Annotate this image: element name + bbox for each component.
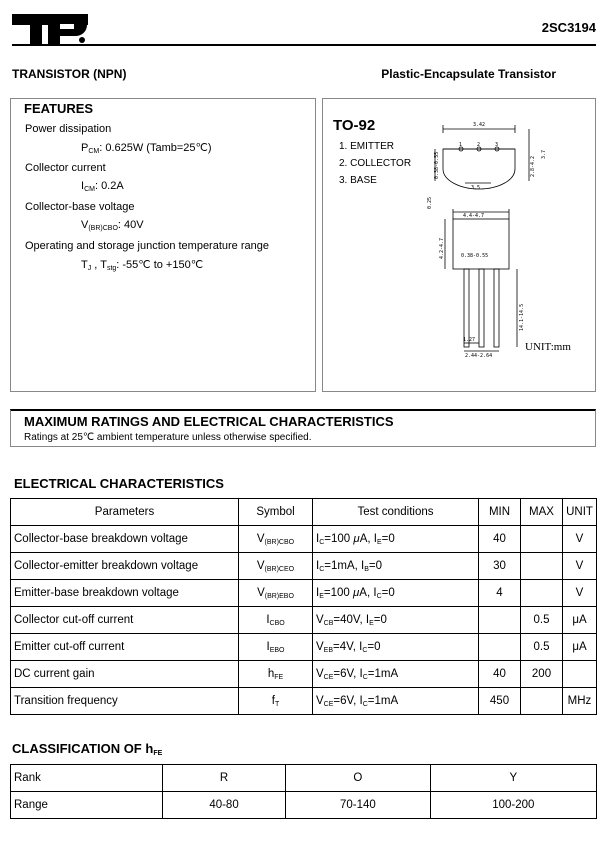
cell-min <box>479 607 521 634</box>
transistor-type: TRANSISTOR (NPN) <box>12 67 127 81</box>
features-panel <box>10 98 316 392</box>
header-min: MIN <box>479 499 521 526</box>
dim-b2: 0.25 <box>427 196 433 209</box>
rank-label: Rank <box>11 765 163 792</box>
header-parameters: Parameters <box>11 499 239 526</box>
cell-symbol: $V_{(BR)CBO}$ <box>239 526 313 553</box>
package-name: TO-92 <box>333 117 376 134</box>
cell-max: 0.5 <box>521 634 563 661</box>
cell-param: Emitter cut-off current <box>11 634 239 661</box>
cell-min: 4 <box>479 580 521 607</box>
svg-text:3: 3 <box>495 142 499 148</box>
cell-unit: V <box>563 526 597 553</box>
package-panel <box>322 98 596 392</box>
power-value: $P_{CM}$: 0.625W (Tamb=25℃) <box>81 142 212 155</box>
cell-symbol: $I_{EBO}$ <box>239 634 313 661</box>
cell-conditions: $I_E=100$ μA, $I_C=0$ <box>313 580 479 607</box>
cell-max <box>521 553 563 580</box>
cell-max <box>521 580 563 607</box>
table-row <box>11 607 597 634</box>
electrical-title: ELECTRICAL CHARACTERISTICS <box>14 476 224 491</box>
cell-symbol: $h_{FE}$ <box>239 661 313 688</box>
cell-conditions: $V_{CE}=6V$, $I_C=1mA$ <box>313 688 479 715</box>
pin-3-label: 3. BASE <box>339 175 377 186</box>
cell-max <box>521 526 563 553</box>
classification-title: CLASSIFICATION OF $h_{FE}$ <box>12 741 163 757</box>
current-value: $I_{CM}$: 0.2A <box>81 180 124 193</box>
company-logo <box>12 14 88 44</box>
pin-2-label: 2. COLLECTOR <box>339 158 412 169</box>
package-outline-drawing <box>427 119 585 359</box>
electrical-table <box>10 498 597 715</box>
cell-unit: V <box>563 553 597 580</box>
dim-r: 0.38-0.55 <box>434 151 440 179</box>
voltage-value: $V_{(BR)CBO}$: 40V <box>81 219 144 232</box>
range-row <box>11 792 597 819</box>
voltage-label: Collector-base voltage <box>25 201 135 213</box>
table-row <box>11 661 597 688</box>
dim-width: 3.42 <box>473 122 486 128</box>
pin-1-label: 1. EMITTER <box>339 141 395 152</box>
rank-o: O <box>286 765 431 792</box>
cell-conditions: $V_{CB}=40V$, $I_E=0$ <box>313 607 479 634</box>
range-r: 40-80 <box>163 792 286 819</box>
header-symbol: Symbol <box>239 499 313 526</box>
dim-h1: 2.8-4.2 <box>530 155 536 177</box>
dim-span: 2.44-2.64 <box>465 353 493 359</box>
dim-h2: 4.2-4.7 <box>439 237 445 259</box>
range-y: 100-200 <box>430 792 596 819</box>
cell-param: Emitter-base breakdown voltage <box>11 580 239 607</box>
cell-min: 40 <box>479 661 521 688</box>
table-row <box>11 580 597 607</box>
temp-value: $T_J$ , $T_{stg}$: -55℃ to +150℃ <box>81 259 204 272</box>
cell-param: Collector cut-off current <box>11 607 239 634</box>
cell-max <box>521 688 563 715</box>
header-unit: UNIT <box>563 499 597 526</box>
dim-lead: 0.38-0.55 <box>461 253 489 259</box>
header-max: MAX <box>521 499 563 526</box>
part-number: 2SC3194 <box>541 20 596 35</box>
cell-symbol: $f_T$ <box>239 688 313 715</box>
range-o: 70-140 <box>286 792 431 819</box>
table-header-row <box>11 499 597 526</box>
cell-param: DC current gain <box>11 661 239 688</box>
range-label: Range <box>11 792 163 819</box>
cell-conditions: $I_C=1mA$, $I_B=0$ <box>313 553 479 580</box>
dim-leadlen: 14.1-14.5 <box>519 303 525 331</box>
cell-conditions: $V_{EB}=4V$, $I_C=0$ <box>313 634 479 661</box>
ratings-banner <box>10 409 596 447</box>
cell-param: Collector-base breakdown voltage <box>11 526 239 553</box>
table-row <box>11 634 597 661</box>
cell-min: 30 <box>479 553 521 580</box>
cell-param: Collector-emitter breakdown voltage <box>11 553 239 580</box>
header-rule <box>12 44 596 46</box>
table-row <box>11 553 597 580</box>
rank-y: Y <box>430 765 596 792</box>
rank-row <box>11 765 597 792</box>
cell-min: 450 <box>479 688 521 715</box>
unit-label: UNIT:mm <box>525 341 571 353</box>
cell-unit <box>563 661 597 688</box>
cell-unit: μA <box>563 607 597 634</box>
cell-conditions: $I_C=100$ μA, $I_E=0$ <box>313 526 479 553</box>
ratings-subtitle: Ratings at 25℃ ambient temperature unless otherwise specified. <box>24 432 312 443</box>
features-heading: FEATURES <box>24 101 94 116</box>
power-label: Power dissipation <box>25 123 112 135</box>
svg-text:1: 1 <box>459 142 463 148</box>
dim-w2: 4.4-4.7 <box>463 213 485 219</box>
table-row <box>11 526 597 553</box>
cell-symbol: $I_{CBO}$ <box>239 607 313 634</box>
dim-pitch: 1.27 <box>463 337 476 343</box>
cell-max: 0.5 <box>521 607 563 634</box>
cell-param: Transition frequency <box>11 688 239 715</box>
cell-symbol: $V_{(BR)CEO}$ <box>239 553 313 580</box>
dim-base: 3.5 <box>471 185 481 191</box>
current-label: Collector current <box>25 162 106 174</box>
classification-table <box>10 764 597 819</box>
temp-label: Operating and storage junction temperature range <box>25 240 269 252</box>
cell-conditions: $V_{CE}=6V$, $I_C=1mA$ <box>313 661 479 688</box>
cell-min: 40 <box>479 526 521 553</box>
dim-side: 3.7 <box>541 149 547 159</box>
package-description: Plastic-Encapsulate Transistor <box>381 67 556 81</box>
cell-unit: MHz <box>563 688 597 715</box>
cell-unit: μA <box>563 634 597 661</box>
cell-symbol: $V_{(BR)EBO}$ <box>239 580 313 607</box>
svg-text:2: 2 <box>477 142 481 148</box>
cell-min <box>479 634 521 661</box>
cell-unit: V <box>563 580 597 607</box>
table-row <box>11 688 597 715</box>
cell-max: 200 <box>521 661 563 688</box>
rank-r: R <box>163 765 286 792</box>
header-test-conditions: Test conditions <box>313 499 479 526</box>
ratings-title: MAXIMUM RATINGS AND ELECTRICAL CHARACTERISTICS <box>24 414 394 429</box>
